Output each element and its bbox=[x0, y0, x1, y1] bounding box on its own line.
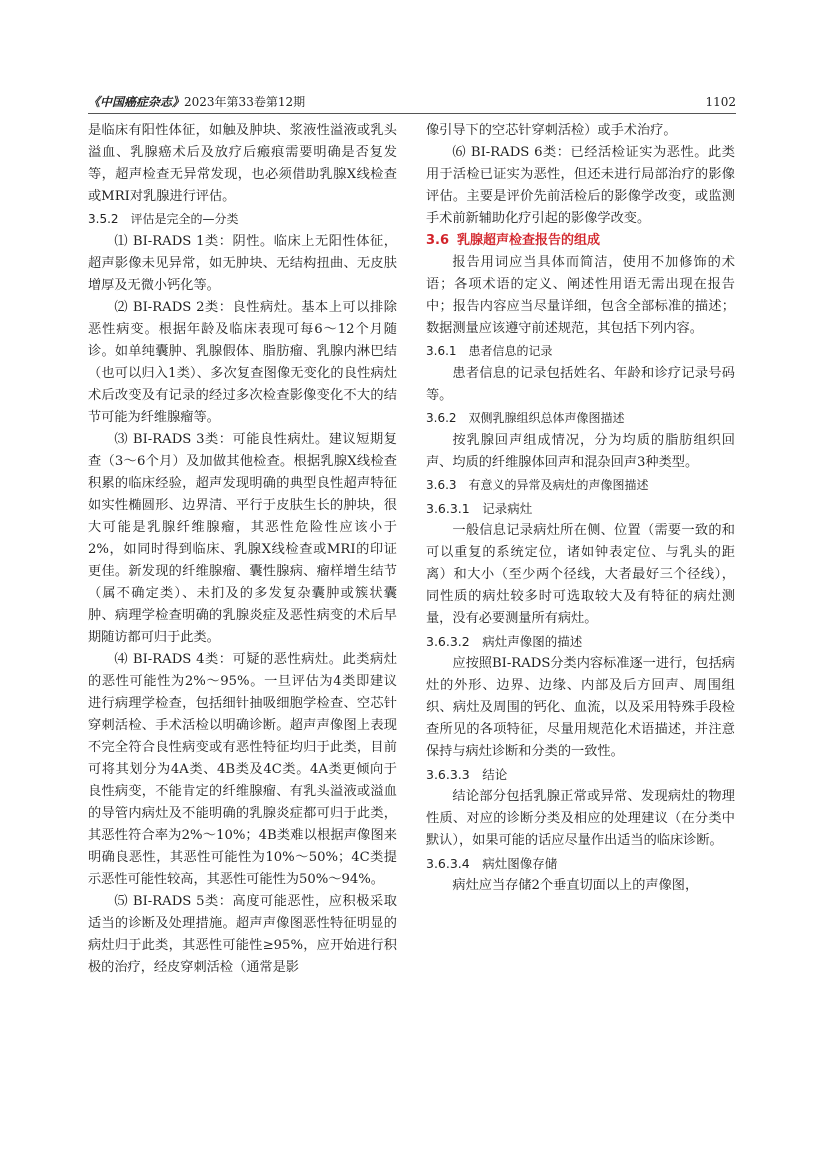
paragraph-3-6-1: 患者信息的记录包括姓名、年龄和诊疗记录号码等。 bbox=[426, 366, 735, 403]
paragraph-3-6-3-3: 结论部分包括乳腺正常或异常、发现病灶的物理性质、对应的诊断分类及相应的处理建议（在分类中默认），如果可能的话应尽量作出适当的临床诊断。 bbox=[426, 789, 735, 848]
heading-3-6-3-1: 3.6.3.1 记录病灶 bbox=[426, 501, 533, 516]
paragraph-birads-2: ⑵ BI-RADS 2类：良性病灶。基本上可以排除恶性病变。根据年龄及临床表现可每6～12个月随诊。如单纯囊肿、乳腺假体、脂肪瘤、乳腺内淋巴结（也可以归入1类）、多次复查图像无变化的良性病灶术后改变及有记录的经过多次检查影像变化不大的结节可能为纤维腺瘤等。 bbox=[88, 300, 397, 425]
heading-3-6-1: 3.6.1 患者信息的记录 bbox=[426, 344, 553, 358]
paragraph-3-6-3-4: 病灶应当存储2个垂直切面以上的声像图， bbox=[452, 878, 699, 893]
paragraph-3-6-2: 按乳腺回声组成情况，分为均质的脂肪组织回声、均质的纤维腺体回声和混杂回声3种类型。 bbox=[426, 433, 735, 470]
paragraph-birads-5: ⑸ BI-RADS 5类：高度可能恶性，应积极采取适当的诊断及处理措施。超声声像图恶性特征明显的病灶归于此类，其恶性可能性≥95%，应开始进行积极的治疗，经皮穿刺活检（通常是影 bbox=[88, 894, 397, 975]
heading-3-5-2: 3.5.2 评估是完全的—分类 bbox=[88, 212, 239, 226]
paragraph-intro: 是临床有阳性体征，如触及肿块、浆液性溢液或乳头溢血、乳腺癌术后及放疗后瘢痕需要明确是否复发等，超声检查无异常发现，也必须借助乳腺X线检查或MRI对乳腺进行评估。 bbox=[88, 123, 397, 204]
paragraph-continued: 像引导下的空芯针穿刺活检）或手术治疗。 bbox=[426, 123, 677, 138]
journal-title: 《中国癌症杂志》 bbox=[88, 95, 185, 109]
paragraph-3-6: 报告用词应当具体而简洁，使用不加修饰的术语；各项术语的定义、阐述性用语无需出现在报告中；报告内容应当尽量详细，包含全部标准的描述；数据测量应该遵守前述规范，其包括下列内容。 bbox=[426, 255, 735, 336]
section-title: 乳腺超声检查报告的组成 bbox=[457, 233, 601, 248]
left-column bbox=[88, 120, 397, 979]
heading-3-6-3-4: 3.6.3.4 病灶图像存储 bbox=[426, 856, 558, 871]
heading-3-6-3-2: 3.6.3.2 病灶声像图的描述 bbox=[426, 634, 583, 649]
heading-3-6-2: 3.6.2 双侧乳腺组织总体声像图描述 bbox=[426, 411, 625, 425]
paragraph-birads-4: ⑷ BI-RADS 4类：可疑的恶性病灶。此类病灶的恶性可能性为2%～95%。一旦评估为4类即建议进行病理学检查，包括细针抽吸细胞学检查、空芯针穿刺活检、手术活检以明确诊断。超声声像图上表现不完全符合良性病变或有恶性特征均归于此类，目前可将其划分为4A类、4B类及4C类。4A类更倾向于良性病变，不能肯定的纤维腺瘤、有乳头溢液或溢血的导管内病灶及不能明确的乳腺炎症都可归于此类，其恶性符合率为2%～10%；4B类难以根据声像图来明确良恶性，其恶性可能性为10%～50%；4C类提示恶性可能性较高，其恶性可能性为50%～94%。 bbox=[88, 652, 397, 887]
section-heading-3-6 bbox=[426, 230, 735, 252]
paragraph-birads-6: ⑹ BI-RADS 6类：已经活检证实为恶性。此类用于活检已证实为恶性，但还未进行局部治疗的影像评估。主要是评价先前活检后的影像学改变，或监测手术前新辅助化疗引起的影像学改变。 bbox=[426, 145, 735, 226]
right-column bbox=[426, 120, 735, 897]
paragraph-3-6-3-1: 一般信息记录病灶所在侧、位置（需要一致的和可以重复的系统定位，诸如钟表定位、与乳头的距离）和大小（至少两个径线，大者最好三个径线），同性质的病灶较多时可选取较大及有特征的病灶测量，没有必要测量所有病灶。 bbox=[426, 523, 735, 626]
page-number: 1102 bbox=[705, 95, 736, 109]
paragraph-birads-3: ⑶ BI-RADS 3类：可能良性病灶。建议短期复查（3～6个月）及加做其他检查。根据乳腺X线检查积累的临床经验，超声发现明确的典型良性超声特征如实性椭圆形、边界清、平行于皮肤生长的肿块，很大可能是乳腺纤维腺瘤，其恶性危险性应该小于2%，如同时得到临床、乳腺X线检查或MRI的印证更佳。新发现的纤维腺瘤、囊性腺病、瘤样增生结节（属不确定类）、未扪及的多发复杂囊肿或簇状囊肿、病理学检查明确的乳腺炎症及恶性病变的术后早期随访都可归于此类。 bbox=[88, 432, 397, 645]
running-header bbox=[88, 93, 736, 114]
paragraph-3-6-3-2: 应按照BI-RADS分类内容标准逐一进行，包括病灶的外形、边界、边缘、内部及后方回声、周围组织、病灶及周围的钙化、血流，以及采用特殊手段检查所见的各项特征，尽量用规范化术语描述，并注意保持与病灶诊断和分类的一致性。 bbox=[426, 656, 735, 759]
issue-info: 2023年第33卷第12期 bbox=[184, 95, 306, 109]
heading-3-6-3-3: 3.6.3.3 结论 bbox=[426, 767, 508, 782]
section-number: 3.6 bbox=[426, 233, 450, 248]
paragraph-birads-1: ⑴ BI-RADS 1类：阴性。临床上无阳性体征，超声影像未见异常，如无肿块、无结构扭曲、无皮肤增厚及无微小钙化等。 bbox=[88, 234, 397, 293]
heading-3-6-3: 3.6.3 有意义的异常及病灶的声像图描述 bbox=[426, 478, 649, 492]
